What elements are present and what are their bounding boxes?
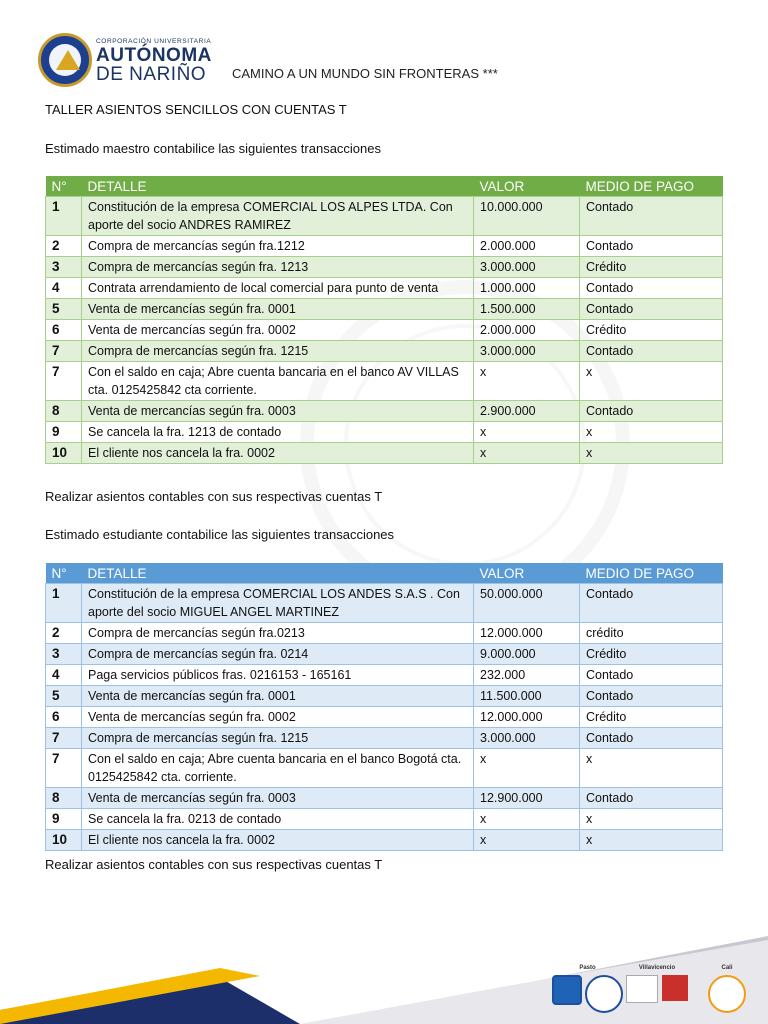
row-number: 8 xyxy=(46,788,82,809)
row-value: 2.900.000 xyxy=(474,401,580,422)
table-row xyxy=(46,728,723,749)
col-header-detail: DETALLE xyxy=(82,176,474,197)
table-row xyxy=(46,320,723,341)
row-detail: Paga servicios públicos fras. 0216153 - 165161 xyxy=(82,665,474,686)
row-value: 12.000.000 xyxy=(474,623,580,644)
row-value: 12.000.000 xyxy=(474,707,580,728)
row-payment: Contado xyxy=(580,278,723,299)
university-logo-text xyxy=(96,38,212,84)
cert-cali xyxy=(708,965,746,1013)
row-value: 12.900.000 xyxy=(474,788,580,809)
table-row xyxy=(46,623,723,644)
row-payment: Crédito xyxy=(580,320,723,341)
table1-body xyxy=(46,197,723,464)
cert-city-villavicencio: Villavicencio xyxy=(638,965,676,971)
cert-city-cali: Cali xyxy=(721,965,733,971)
row-number: 9 xyxy=(46,422,82,443)
row-value: x xyxy=(474,830,580,851)
table-row xyxy=(46,341,723,362)
logo-line2: AUTÓNOMA xyxy=(96,45,212,66)
row-number: 8 xyxy=(46,401,82,422)
table-row xyxy=(46,257,723,278)
row-detail: Venta de mercancías según fra. 0003 xyxy=(82,401,474,422)
row-payment: x xyxy=(580,443,723,464)
row-payment: x xyxy=(580,749,723,788)
row-number: 10 xyxy=(46,830,82,851)
row-number: 1 xyxy=(46,584,82,623)
row-number: 10 xyxy=(46,443,82,464)
row-value: 232.000 xyxy=(474,665,580,686)
row-payment: Contado xyxy=(580,584,723,623)
icontec-icon xyxy=(552,975,582,1005)
table-row xyxy=(46,197,723,236)
row-detail: Constitución de la empresa COMERCIAL LOS ANDES S.A.S . Con aporte del socio MIGUEL ANGEL MARTINEZ xyxy=(82,584,474,623)
row-value: 50.000.000 xyxy=(474,584,580,623)
section2-intro: Estimado estudiante contabilice las siguientes transacciones xyxy=(45,527,395,542)
transactions-table-2 xyxy=(45,563,723,851)
row-value: 9.000.000 xyxy=(474,644,580,665)
row-payment: x xyxy=(580,422,723,443)
row-value: 1.000.000 xyxy=(474,278,580,299)
col-header-payment: MEDIO DE PAGO xyxy=(580,176,723,197)
university-seal-logo xyxy=(38,33,92,87)
motto: CAMINO A UN MUNDO SIN FRONTERAS *** xyxy=(232,66,498,81)
transactions-table-1 xyxy=(45,176,723,464)
table-row xyxy=(46,584,723,623)
row-number: 9 xyxy=(46,809,82,830)
row-value: 11.500.000 xyxy=(474,686,580,707)
row-number: 1 xyxy=(46,197,82,236)
row-payment: Contado xyxy=(580,788,723,809)
logo-line3: DE NARIÑO xyxy=(96,64,207,85)
section2-closing: Realizar asientos contables con sus respectivas cuentas T xyxy=(45,857,383,872)
logo-line1: CORPORACIÓN UNIVERSITARIA xyxy=(96,38,212,45)
row-value: 1.500.000 xyxy=(474,299,580,320)
table-row xyxy=(46,236,723,257)
row-number: 6 xyxy=(46,707,82,728)
cert-city-pasto: Pasto xyxy=(579,965,596,971)
row-number: 3 xyxy=(46,257,82,278)
row-number: 5 xyxy=(46,299,82,320)
cert-villavicencio xyxy=(626,965,688,1003)
table-row xyxy=(46,443,723,464)
row-value: 10.000.000 xyxy=(474,197,580,236)
row-payment: Contado xyxy=(580,197,723,236)
page-footer xyxy=(0,910,768,1024)
row-value: 2.000.000 xyxy=(474,320,580,341)
row-payment: x xyxy=(580,362,723,401)
table-row xyxy=(46,422,723,443)
row-payment: Contado xyxy=(580,686,723,707)
bureau-veritas-icon xyxy=(662,975,688,1001)
cert-pasto xyxy=(552,965,623,1013)
row-detail: Compra de mercancías según fra. 0214 xyxy=(82,644,474,665)
col-header-value: VALOR xyxy=(474,563,580,584)
cali-cert-badge-icon xyxy=(708,975,746,1013)
row-value: x xyxy=(474,749,580,788)
table-row xyxy=(46,830,723,851)
row-payment: crédito xyxy=(580,623,723,644)
row-number: 7 xyxy=(46,362,82,401)
row-number: 7 xyxy=(46,728,82,749)
row-detail: Venta de mercancías según fra. 0001 xyxy=(82,299,474,320)
row-detail: Contrata arrendamiento de local comercial para punto de venta xyxy=(82,278,474,299)
row-detail: Con el saldo en caja; Abre cuenta bancaria en el banco AV VILLAS cta. 0125425842 cta corriente. xyxy=(82,362,474,401)
table-row xyxy=(46,686,723,707)
row-detail: Se cancela la fra. 0213 de contado xyxy=(82,809,474,830)
row-number: 7 xyxy=(46,749,82,788)
row-number: 2 xyxy=(46,236,82,257)
row-number: 3 xyxy=(46,644,82,665)
table-row xyxy=(46,788,723,809)
row-detail: Compra de mercancías según fra. 1215 xyxy=(82,341,474,362)
table-row xyxy=(46,749,723,788)
row-value: 3.000.000 xyxy=(474,728,580,749)
table-header-row xyxy=(46,176,723,197)
row-value: x xyxy=(474,809,580,830)
row-value: 3.000.000 xyxy=(474,257,580,278)
row-value: x xyxy=(474,362,580,401)
table-row xyxy=(46,362,723,401)
row-value: 3.000.000 xyxy=(474,341,580,362)
col-header-number: N° xyxy=(46,176,82,197)
table2-body xyxy=(46,584,723,851)
row-detail: Compra de mercancías según fra.1212 xyxy=(82,236,474,257)
row-detail: Constitución de la empresa COMERCIAL LOS ALPES LTDA. Con aporte del socio ANDRES RAMIREZ xyxy=(82,197,474,236)
row-detail: Compra de mercancías según fra.0213 xyxy=(82,623,474,644)
row-number: 4 xyxy=(46,665,82,686)
table-row xyxy=(46,707,723,728)
section1-intro: Estimado maestro contabilice las siguientes transacciones xyxy=(45,141,382,156)
table-row xyxy=(46,644,723,665)
row-number: 5 xyxy=(46,686,82,707)
col-header-number: N° xyxy=(46,563,82,584)
row-detail: Venta de mercancías según fra. 0003 xyxy=(82,788,474,809)
row-number: 6 xyxy=(46,320,82,341)
row-payment: Crédito xyxy=(580,644,723,665)
table-row xyxy=(46,809,723,830)
row-number: 4 xyxy=(46,278,82,299)
row-number: 7 xyxy=(46,341,82,362)
row-payment: Crédito xyxy=(580,257,723,278)
row-value: 2.000.000 xyxy=(474,236,580,257)
row-value: x xyxy=(474,443,580,464)
col-header-detail: DETALLE xyxy=(82,563,474,584)
row-detail: Venta de mercancías según fra. 0002 xyxy=(82,320,474,341)
taller-title: TALLER ASIENTOS SENCILLOS CON CUENTAS T xyxy=(45,102,347,117)
col-header-value: VALOR xyxy=(474,176,580,197)
row-detail: Compra de mercancías según fra. 1213 xyxy=(82,257,474,278)
row-payment: Contado xyxy=(580,728,723,749)
row-detail: Se cancela la fra. 1213 de contado xyxy=(82,422,474,443)
row-detail: Venta de mercancías según fra. 0002 xyxy=(82,707,474,728)
row-payment: Contado xyxy=(580,299,723,320)
row-detail: Venta de mercancías según fra. 0001 xyxy=(82,686,474,707)
row-payment: Contado xyxy=(580,665,723,686)
table-header-row xyxy=(46,563,723,584)
row-value: x xyxy=(474,422,580,443)
table-row xyxy=(46,665,723,686)
table-row xyxy=(46,401,723,422)
table-row xyxy=(46,278,723,299)
row-payment: Crédito xyxy=(580,707,723,728)
col-header-payment: MEDIO DE PAGO xyxy=(580,563,723,584)
row-payment: Contado xyxy=(580,401,723,422)
row-detail: Compra de mercancías según fra. 1215 xyxy=(82,728,474,749)
certification-badge-icon xyxy=(585,975,623,1013)
row-payment: x xyxy=(580,830,723,851)
row-payment: Contado xyxy=(580,341,723,362)
table-row xyxy=(46,299,723,320)
page-header xyxy=(38,30,738,90)
quality-seal-icon xyxy=(626,975,658,1003)
row-detail: Con el saldo en caja; Abre cuenta bancaria en el banco Bogotá cta. 0125425842 cta. corriente. xyxy=(82,749,474,788)
row-payment: Contado xyxy=(580,236,723,257)
row-detail: El cliente nos cancela la fra. 0002 xyxy=(82,443,474,464)
row-number: 2 xyxy=(46,623,82,644)
row-payment: x xyxy=(580,809,723,830)
section1-closing: Realizar asientos contables con sus respectivas cuentas T xyxy=(45,489,383,504)
row-detail: El cliente nos cancela la fra. 0002 xyxy=(82,830,474,851)
